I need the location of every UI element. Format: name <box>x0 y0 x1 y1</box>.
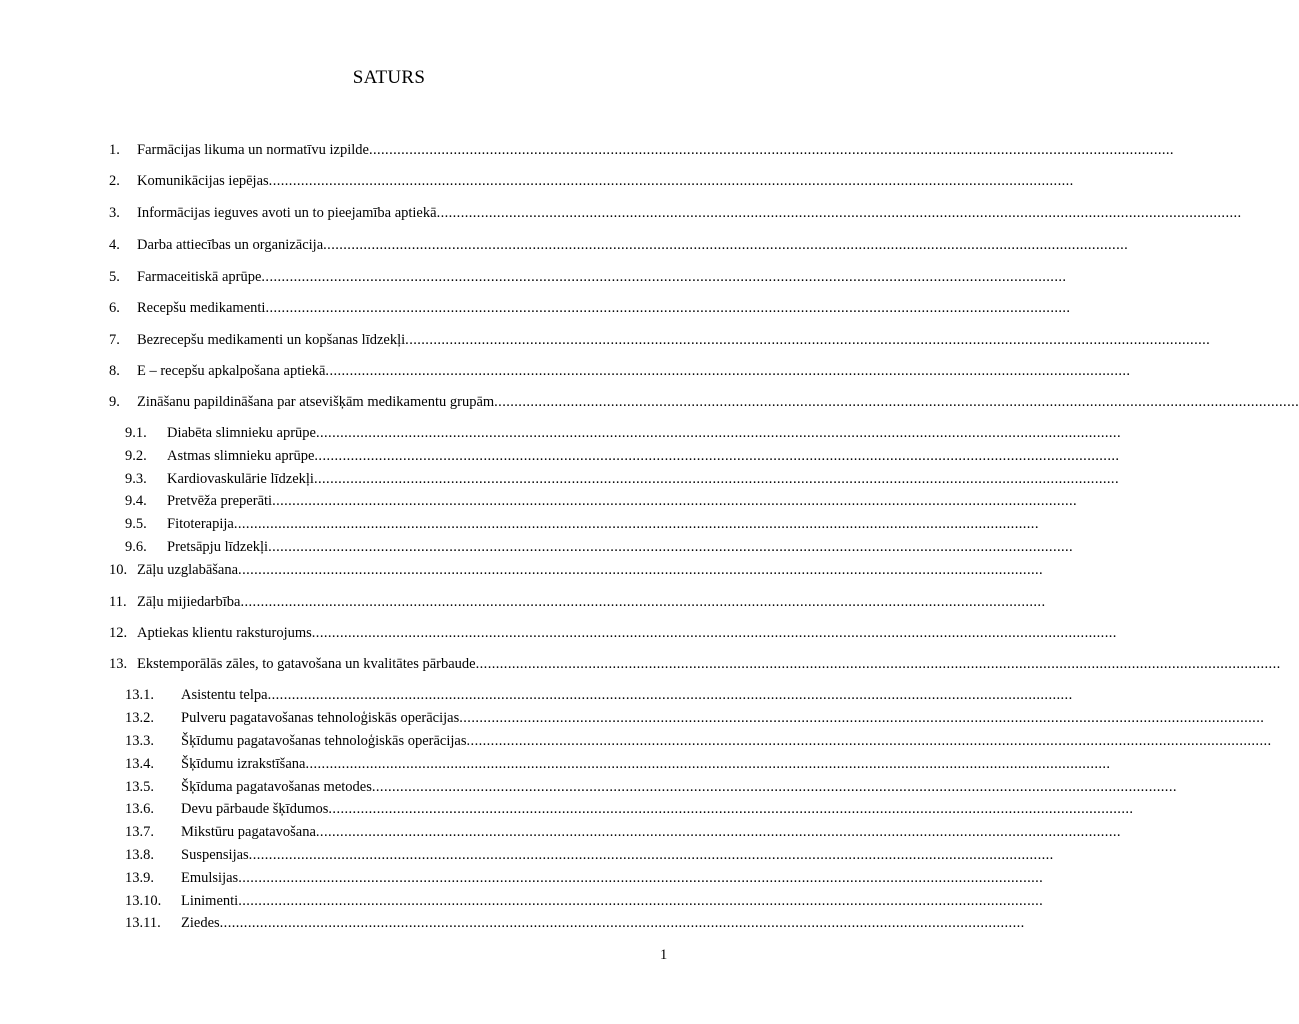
toc-entry-number: 13.2. <box>125 710 154 726</box>
toc-entry-title: E – recepšu apkalpošana aptiekā <box>137 363 326 379</box>
toc-entry-title: Mikstūru pagatavošana <box>181 824 316 840</box>
toc-entry-title: Ekstemporālās zāles, to gatavošana un kvalitātes pārbaude <box>137 656 476 672</box>
toc-leader-dots: ........................................................................................................................................................................................................ <box>268 539 1074 555</box>
toc-entry-number: 2. <box>109 173 120 189</box>
toc-leader-dots: ........................................................................................................................................................................................................ <box>328 801 1134 817</box>
toc-entry-number: 13.5. <box>125 779 154 795</box>
toc-subentry <box>125 892 1044 910</box>
toc-entry-number: 4. <box>109 237 120 253</box>
toc-entry-title: Aptiekas klientu raksturojums <box>137 625 312 641</box>
toc-leader-dots: ........................................................................................................................................................................................................ <box>261 269 1067 285</box>
toc-entry-number: 12. <box>109 625 128 641</box>
toc-entry-number: 9.6. <box>125 539 147 555</box>
toc-subentry <box>125 686 1073 704</box>
toc-entry <box>109 204 1242 222</box>
toc-entry-number: 9.5. <box>125 516 147 532</box>
toc-leader-dots: ........................................................................................................................................................................................................ <box>311 625 1117 641</box>
toc-subentry <box>125 424 1121 442</box>
toc-subentry <box>125 846 1054 864</box>
toc-subentry <box>125 447 1120 465</box>
toc-entry <box>109 362 1131 380</box>
toc-entry-title: Komunikācijas iepējas <box>137 173 269 189</box>
toc-leader-dots: ........................................................................................................................................................................................................ <box>233 516 1039 532</box>
toc-leader-dots: ........................................................................................................................................................................................................ <box>475 656 1281 672</box>
toc-subentry <box>125 823 1121 841</box>
toc-entry <box>109 236 1129 254</box>
toc-entry-title: Suspensijas <box>181 847 249 863</box>
toc-leader-dots: ........................................................................................................................................................................................................ <box>371 779 1177 795</box>
toc-entry-number: 13.1. <box>125 687 154 703</box>
toc-entry <box>109 655 1281 673</box>
toc-entry-number: 11. <box>109 594 127 610</box>
toc-entry-title: Pulveru pagatavošanas tehnoloģiskās operācijas <box>181 710 460 726</box>
toc-entry-number: 7. <box>109 332 120 348</box>
toc-subentry <box>125 538 1074 556</box>
toc-subentry <box>125 869 1044 887</box>
toc-entry-title: Informācijas ieguves avoti un to pieejamība aptiekā <box>137 205 437 221</box>
toc-entry-title: Šķīduma pagatavošanas metodes <box>181 779 372 795</box>
toc-entry-title: Farmācijas likuma un normatīvu izpilde <box>137 142 369 158</box>
page-title: SATURS <box>352 67 426 88</box>
toc-leader-dots: ........................................................................................................................................................................................................ <box>368 142 1174 158</box>
toc-entry-number: 13.3. <box>125 733 154 749</box>
toc-subentry <box>125 755 1111 773</box>
toc-entry <box>109 561 1044 579</box>
toc-entry-title: Linimenti <box>181 893 239 909</box>
toc-subentry <box>125 778 1177 796</box>
toc-entry-title: Recepšu medikamenti <box>137 300 266 316</box>
toc-subentry <box>125 914 1025 932</box>
toc-entry-title: Farmaceitiskā aprūpe <box>137 269 262 285</box>
toc-subentry <box>125 515 1039 533</box>
toc-subentry <box>125 492 1078 510</box>
toc-leader-dots: ........................................................................................................................................................................................................ <box>267 687 1073 703</box>
toc-entry-title: Pretvēža preperāti <box>167 493 273 509</box>
toc-leader-dots: ........................................................................................................................................................................................................ <box>238 870 1044 886</box>
toc-leader-dots: ........................................................................................................................................................................................................ <box>268 173 1074 189</box>
toc-entry-number: 9.3. <box>125 471 147 487</box>
toc-leader-dots: ........................................................................................................................................................................................................ <box>238 893 1044 909</box>
toc-leader-dots: ........................................................................................................................................................................................................ <box>325 363 1131 379</box>
toc-entry-title: Zāļu mijiedarbība <box>137 594 241 610</box>
toc-entry-title: Šķīdumu izrakstīšana <box>181 756 306 772</box>
toc-entry <box>109 268 1067 286</box>
toc-subentry <box>125 732 1272 750</box>
toc-entry-number: 13.8. <box>125 847 154 863</box>
toc-entry <box>109 624 1117 642</box>
toc-leader-dots: ........................................................................................................................................................................................................ <box>315 824 1121 840</box>
toc-leader-dots: ........................................................................................................................................................................................................ <box>240 594 1046 610</box>
toc-leader-dots: ........................................................................................................................................................................................................ <box>314 448 1120 464</box>
toc-entry-number: 8. <box>109 363 120 379</box>
toc-entry <box>109 593 1046 611</box>
toc-leader-dots: ........................................................................................................................................................................................................ <box>459 710 1265 726</box>
toc-leader-dots: ........................................................................................................................................................................................................ <box>219 915 1025 931</box>
toc-entry-title: Kardiovaskulārie līdzekļi <box>167 471 314 487</box>
toc-entry-title: Emulsijas <box>181 870 239 886</box>
toc-entry-number: 13.6. <box>125 801 154 817</box>
toc-entry-title: Asistentu telpa <box>181 687 268 703</box>
toc-entry-number: 9.4. <box>125 493 147 509</box>
toc-leader-dots: ........................................................................................................................................................................................................ <box>248 847 1054 863</box>
toc-entry-number: 3. <box>109 205 120 221</box>
toc-entry-title: Fitoterapija <box>167 516 234 532</box>
toc-leader-dots: ........................................................................................................................................................................................................ <box>436 205 1242 221</box>
toc-leader-dots: ........................................................................................................................................................................................................ <box>305 756 1111 772</box>
toc-entry-number: 13.11. <box>125 915 161 931</box>
toc-entry-title: Ziedes <box>181 915 220 931</box>
toc-leader-dots: ........................................................................................................................................................................................................ <box>466 733 1272 749</box>
toc-leader-dots: ........................................................................................................................................................................................................ <box>265 300 1071 316</box>
toc-entry-title: Darba attiecības un organizācija <box>137 237 324 253</box>
toc-entry-number: 13. <box>109 656 128 672</box>
toc-entry-title: Devu pārbaude šķīdumos <box>181 801 329 817</box>
toc-subentry <box>125 470 1119 488</box>
toc-entry <box>109 331 1211 349</box>
toc-leader-dots: ........................................................................................................................................................................................................ <box>238 562 1044 578</box>
toc-entry-number: 9. <box>109 394 120 410</box>
toc-entry-title: Zināšanu papildināšana par atsevišķām medikamentu grupām <box>137 394 495 410</box>
toc-entry <box>109 141 1174 159</box>
toc-entry-number: 9.1. <box>125 425 147 441</box>
toc-entry-title: Diabēta slimnieku aprūpe <box>167 425 316 441</box>
toc-leader-dots: ........................................................................................................................................................................................................ <box>405 332 1211 348</box>
toc-entry-number: 13.9. <box>125 870 154 886</box>
toc-entry-title: Astmas slimnieku aprūpe <box>167 448 315 464</box>
toc-entry-number: 13.4. <box>125 756 154 772</box>
toc-entry-number: 6. <box>109 300 120 316</box>
toc-entry-number: 9.2. <box>125 448 147 464</box>
toc-entry-number: 1. <box>109 142 120 158</box>
toc-entry-number: 5. <box>109 269 120 285</box>
toc-subentry <box>125 709 1265 727</box>
toc-entry-title: Pretsāpju līdzekļi <box>167 539 269 555</box>
toc-entry-number: 13.7. <box>125 824 154 840</box>
toc-entry <box>109 299 1071 317</box>
toc-leader-dots: ........................................................................................................................................................................................................ <box>315 425 1121 441</box>
toc-subentry <box>125 800 1134 818</box>
toc-entry-number: 10. <box>109 562 128 578</box>
toc-entry <box>109 393 1299 411</box>
toc-entry <box>109 172 1074 190</box>
toc-leader-dots: ........................................................................................................................................................................................................ <box>323 237 1129 253</box>
toc-leader-dots: ........................................................................................................................................................................................................ <box>272 493 1078 509</box>
toc-entry-number: 13.10. <box>125 893 162 909</box>
toc-leader-dots: ........................................................................................................................................................................................................ <box>313 471 1119 487</box>
toc-entry-title: Šķīdumu pagatavošanas tehnoloģiskās operācijas <box>181 733 467 749</box>
page-number: 1 <box>660 947 668 963</box>
toc-entry-title: Zāļu uzglabāšana <box>137 562 239 578</box>
toc-leader-dots: ........................................................................................................................................................................................................ <box>494 394 1299 410</box>
toc-entry-title: Bezrecepšu medikamenti un kopšanas līdzekļi <box>137 332 406 348</box>
